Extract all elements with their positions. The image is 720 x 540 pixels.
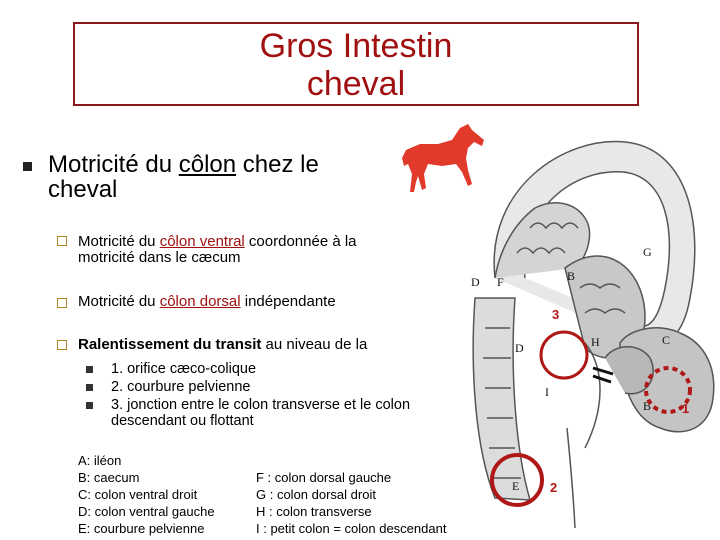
figure-letter-d-lower: D bbox=[515, 341, 524, 355]
subpoint-1-bullet-icon bbox=[86, 366, 93, 373]
figure-letter-f: F bbox=[497, 275, 504, 289]
figure-letter-h: H bbox=[591, 335, 600, 349]
point-1-bullet-icon bbox=[57, 236, 67, 246]
point-1-suffix: coordonnée à la bbox=[244, 233, 357, 250]
point-1-highlight: côlon ventral bbox=[159, 233, 245, 250]
figure-letter-b-lower: B bbox=[643, 399, 652, 413]
figure-letter-b-top: B bbox=[567, 269, 576, 283]
title-box bbox=[73, 22, 639, 106]
figure-letter-d: D bbox=[471, 275, 480, 289]
legend-item-c: C: colon ventral droit bbox=[78, 487, 198, 502]
point-2-suffix: indépendante bbox=[240, 293, 336, 310]
point-3-bold: Ralentissement du transit bbox=[78, 336, 262, 353]
legend-item-i: I : petit colon = colon descendant bbox=[256, 521, 447, 536]
legend-item-a: A: iléon bbox=[78, 453, 122, 468]
legend-item-f: F : colon dorsal gauche bbox=[256, 470, 392, 485]
point-2-highlight: côlon dorsal bbox=[159, 293, 241, 310]
legend-right bbox=[256, 469, 446, 537]
main-bullet-prefix: Motricité du bbox=[48, 151, 179, 178]
main-bullet-icon bbox=[23, 162, 32, 171]
main-bullet-text bbox=[48, 152, 428, 202]
point-3-suffix: au niveau de la bbox=[261, 336, 368, 353]
subpoint-3-continued: descendant ou flottant bbox=[111, 413, 254, 429]
legend-left bbox=[78, 452, 215, 537]
legend-item-h: H : colon transverse bbox=[256, 504, 372, 519]
subpoint-3: 3. jonction entre le colon transverse et le colon bbox=[111, 397, 411, 413]
legend-item-d: D: colon ventral gauche bbox=[78, 504, 215, 519]
point-2-prefix: Motricité du bbox=[78, 293, 160, 310]
point-1 bbox=[78, 234, 357, 266]
figure-letter-c: C bbox=[662, 333, 671, 347]
subpoint-2-bullet-icon bbox=[86, 384, 93, 391]
legend-item-e: E: courbure pelvienne bbox=[78, 521, 205, 536]
figure-letter-i: I bbox=[545, 385, 549, 399]
figure-letter-e: E bbox=[512, 479, 520, 493]
point-3 bbox=[78, 337, 367, 353]
legend-item-g: G : colon dorsal droit bbox=[256, 487, 376, 502]
main-bullet-highlight: côlon bbox=[178, 151, 237, 178]
marker-label-1: 1 bbox=[682, 401, 690, 416]
marker-label-3: 3 bbox=[552, 307, 560, 322]
main-bullet-suffix: chez le bbox=[236, 151, 319, 178]
marker-label-2: 2 bbox=[550, 480, 558, 495]
title-line-1: Gros Intestin bbox=[259, 27, 453, 65]
marker-circle-3 bbox=[541, 332, 587, 378]
point-1-prefix: Motricité du bbox=[78, 233, 160, 250]
point-2 bbox=[78, 294, 336, 310]
legend-item-b: B: caecum bbox=[78, 470, 140, 485]
subpoint-2: 2. courbure pelvienne bbox=[111, 379, 251, 395]
title-line-2: cheval bbox=[306, 65, 406, 103]
subpoint-1: 1. orifice cæco-colique bbox=[111, 361, 257, 377]
point-1-line2: motricité dans le cæcum bbox=[78, 249, 241, 266]
point-2-bullet-icon bbox=[57, 298, 67, 308]
figure-letter-g: G bbox=[643, 245, 652, 259]
subpoint-3-bullet-icon bbox=[86, 402, 93, 409]
point-3-bullet-icon bbox=[57, 340, 67, 350]
main-bullet-line2: cheval bbox=[48, 176, 118, 203]
colon-illustration bbox=[455, 128, 720, 540]
